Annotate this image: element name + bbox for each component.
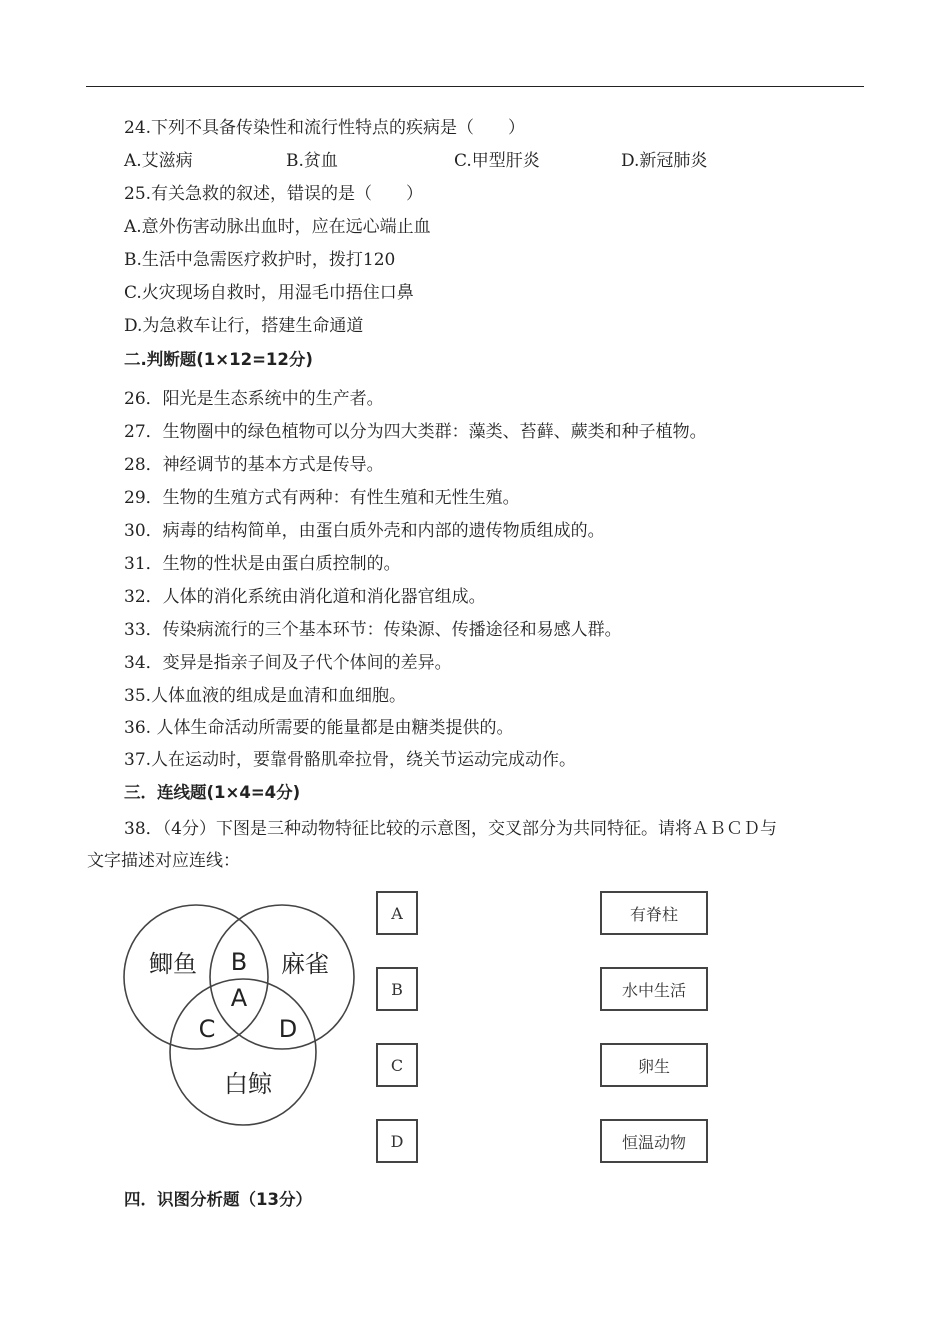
venn-region-c: C (198, 1015, 216, 1043)
match-box-a[interactable]: A (376, 891, 418, 935)
q25-option-a: A.意外伤害动脉出血时，应在远心端止血 (124, 217, 431, 237)
q24-option-a: A.艾滋病 (124, 151, 193, 171)
match-box-d[interactable]: D (376, 1119, 418, 1163)
venn-region-a: A (230, 984, 248, 1012)
q24-stem: 24.下列不具备传染性和流行性特点的疾病是（ ） (124, 118, 526, 138)
judge-item-33: 33．传染病流行的三个基本环节：传染源、传播途径和易感人群。 (124, 620, 622, 640)
feature-box-oviparous[interactable]: 卵生 (600, 1043, 708, 1087)
venn-label-fish: 鲫鱼 (149, 950, 197, 978)
section3-heading: 三．连线题(1×4=4分) (124, 783, 301, 802)
judge-item-32: 32．人体的消化系统由消化道和消化器官组成。 (124, 587, 486, 607)
judge-item-29: 29．生物的生殖方式有两种：有性生殖和无性生殖。 (124, 488, 520, 508)
feature-box-aquatic[interactable]: 水中生活 (600, 967, 708, 1011)
q38-stem-line1: 38．（4分）下图是三种动物特征比较的示意图，交叉部分为共同特征。请将ＡＢＣＤ与 (124, 819, 777, 839)
q24-option-b: B.贫血 (286, 151, 338, 171)
q24-option-c: C.甲型肝炎 (454, 151, 540, 171)
judge-item-35: 35.人体血液的组成是血清和血细胞。 (124, 686, 407, 706)
section4-heading: 四．识图分析题（13分） (124, 1190, 312, 1209)
header-rule (86, 86, 864, 87)
feature-box-warm-blooded[interactable]: 恒温动物 (600, 1119, 708, 1163)
q24-option-d: D.新冠肺炎 (621, 151, 708, 171)
feature-box-vertebral[interactable]: 有脊柱 (600, 891, 708, 935)
judge-item-37: 37.人在运动时，要靠骨骼肌牵拉骨，绕关节运动完成动作。 (124, 750, 577, 770)
judge-item-28: 28．神经调节的基本方式是传导。 (124, 455, 384, 475)
match-box-b[interactable]: B (376, 967, 418, 1011)
judge-item-30: 30．病毒的结构简单，由蛋白质外壳和内部的遗传物质组成的。 (124, 521, 605, 541)
q25-option-b: B.生活中急需医疗救护时，拨打120 (124, 250, 396, 270)
q25-option-d: D.为急救车让行，搭建生命通道 (124, 316, 364, 336)
match-box-c[interactable]: C (376, 1043, 418, 1087)
judge-item-26: 26．阳光是生态系统中的生产者。 (124, 389, 384, 409)
judge-item-31: 31．生物的性状是由蛋白质控制的。 (124, 554, 401, 574)
judge-item-36: 36. 人体生命活动所需要的能量都是由糖类提供的。 (124, 718, 514, 738)
venn-label-whale: 白鲸 (224, 1070, 272, 1098)
venn-region-b: B (230, 948, 248, 976)
judge-item-27: 27．生物圈中的绿色植物可以分为四大类群：藻类、苔藓、蕨类和种子植物。 (124, 422, 707, 442)
q25-stem: 25.有关急救的叙述，错误的是（ ） (124, 184, 424, 204)
section2-heading: 二.判断题(1×12=12分) (124, 350, 313, 369)
judge-item-34: 34．变异是指亲子间及子代个体间的差异。 (124, 653, 452, 673)
venn-diagram (118, 902, 368, 1134)
venn-region-d: D (278, 1015, 298, 1043)
q38-stem-line2: 文字描述对应连线： (87, 851, 240, 871)
venn-label-sparrow: 麻雀 (281, 950, 329, 978)
q25-option-c: C.火灾现场自救时，用湿毛巾捂住口鼻 (124, 283, 414, 303)
